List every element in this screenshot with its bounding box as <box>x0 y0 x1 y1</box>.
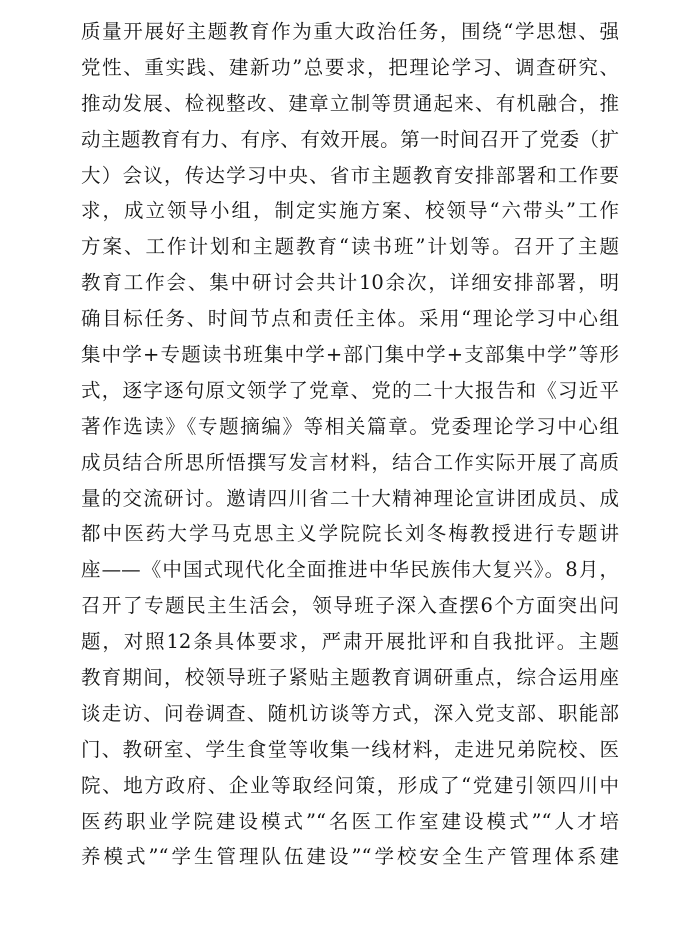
text-line: 量的交流研讨。邀请四川省二十大精神理论宣讲团成员、成 <box>81 486 619 510</box>
text-line: 召开了专题民主生活会，领导班子深入查摆6个方面突出问 <box>81 594 619 618</box>
text-line: 求，成立领导小组，制定实施方案、校领导“六带头”工作 <box>81 199 619 223</box>
text-line: 式，逐字逐句原文领学了党章、党的二十大报告和《习近平 <box>81 378 619 402</box>
text-line: 确目标任务、时间节点和责任主体。采用“理论学习中心组 <box>81 307 619 331</box>
text-line: 谈走访、问卷调查、随机访谈等方式，深入党支部、职能部 <box>81 701 619 725</box>
body-paragraph <box>81 14 619 875</box>
text-line: 动主题教育有力、有序、有效开展。第一时间召开了党委（扩 <box>81 127 619 151</box>
text-line: 方案、工作计划和主题教育“读书班”计划等。召开了主题 <box>81 235 619 259</box>
text-line: 教育工作会、集中研讨会共计10余次，详细安排部署，明 <box>81 271 619 295</box>
text-line: 题，对照12条具体要求，严肃开展批评和自我批评。主题 <box>81 630 619 654</box>
text-line: 教育期间，校领导班子紧贴主题教育调研重点，综合运用座 <box>81 666 619 690</box>
text-line: 医药职业学院建设模式”“名医工作室建设模式”“人才培 <box>81 809 619 833</box>
text-line: 党性、重实践、建新功”总要求，把理论学习、调查研究、 <box>81 55 619 79</box>
text-line: 院、地方政府、企业等取经问策，形成了“党建引领四川中 <box>81 773 619 797</box>
text-line: 养模式”“学生管理队伍建设”“学校安全生产管理体系建 <box>81 845 619 869</box>
text-line: 质量开展好主题教育作为重大政治任务，围绕“学思想、强 <box>81 20 619 43</box>
text-line: 集中学+专题读书班集中学+部门集中学+支部集中学”等形 <box>81 343 619 367</box>
text-line: 著作选读》《专题摘编》等相关篇章。党委理论学习中心组 <box>81 414 619 438</box>
text-line: 成员结合所思所悟撰写发言材料，结合工作实际开展了高质 <box>81 450 619 474</box>
text-line: 都中医药大学马克思主义学院院长刘冬梅教授进行专题讲 <box>81 522 619 546</box>
text-line: 推动发展、检视整改、建章立制等贯通起来、有机融合，推 <box>81 91 619 115</box>
text-line: 大）会议，传达学习中央、省市主题教育安排部署和工作要 <box>81 163 619 187</box>
text-line: 座——《中国式现代化全面推进中华民族伟大复兴》。8月， <box>81 558 619 582</box>
text-line: 门、教研室、学生食堂等收集一线材料，走进兄弟院校、医 <box>81 737 619 761</box>
